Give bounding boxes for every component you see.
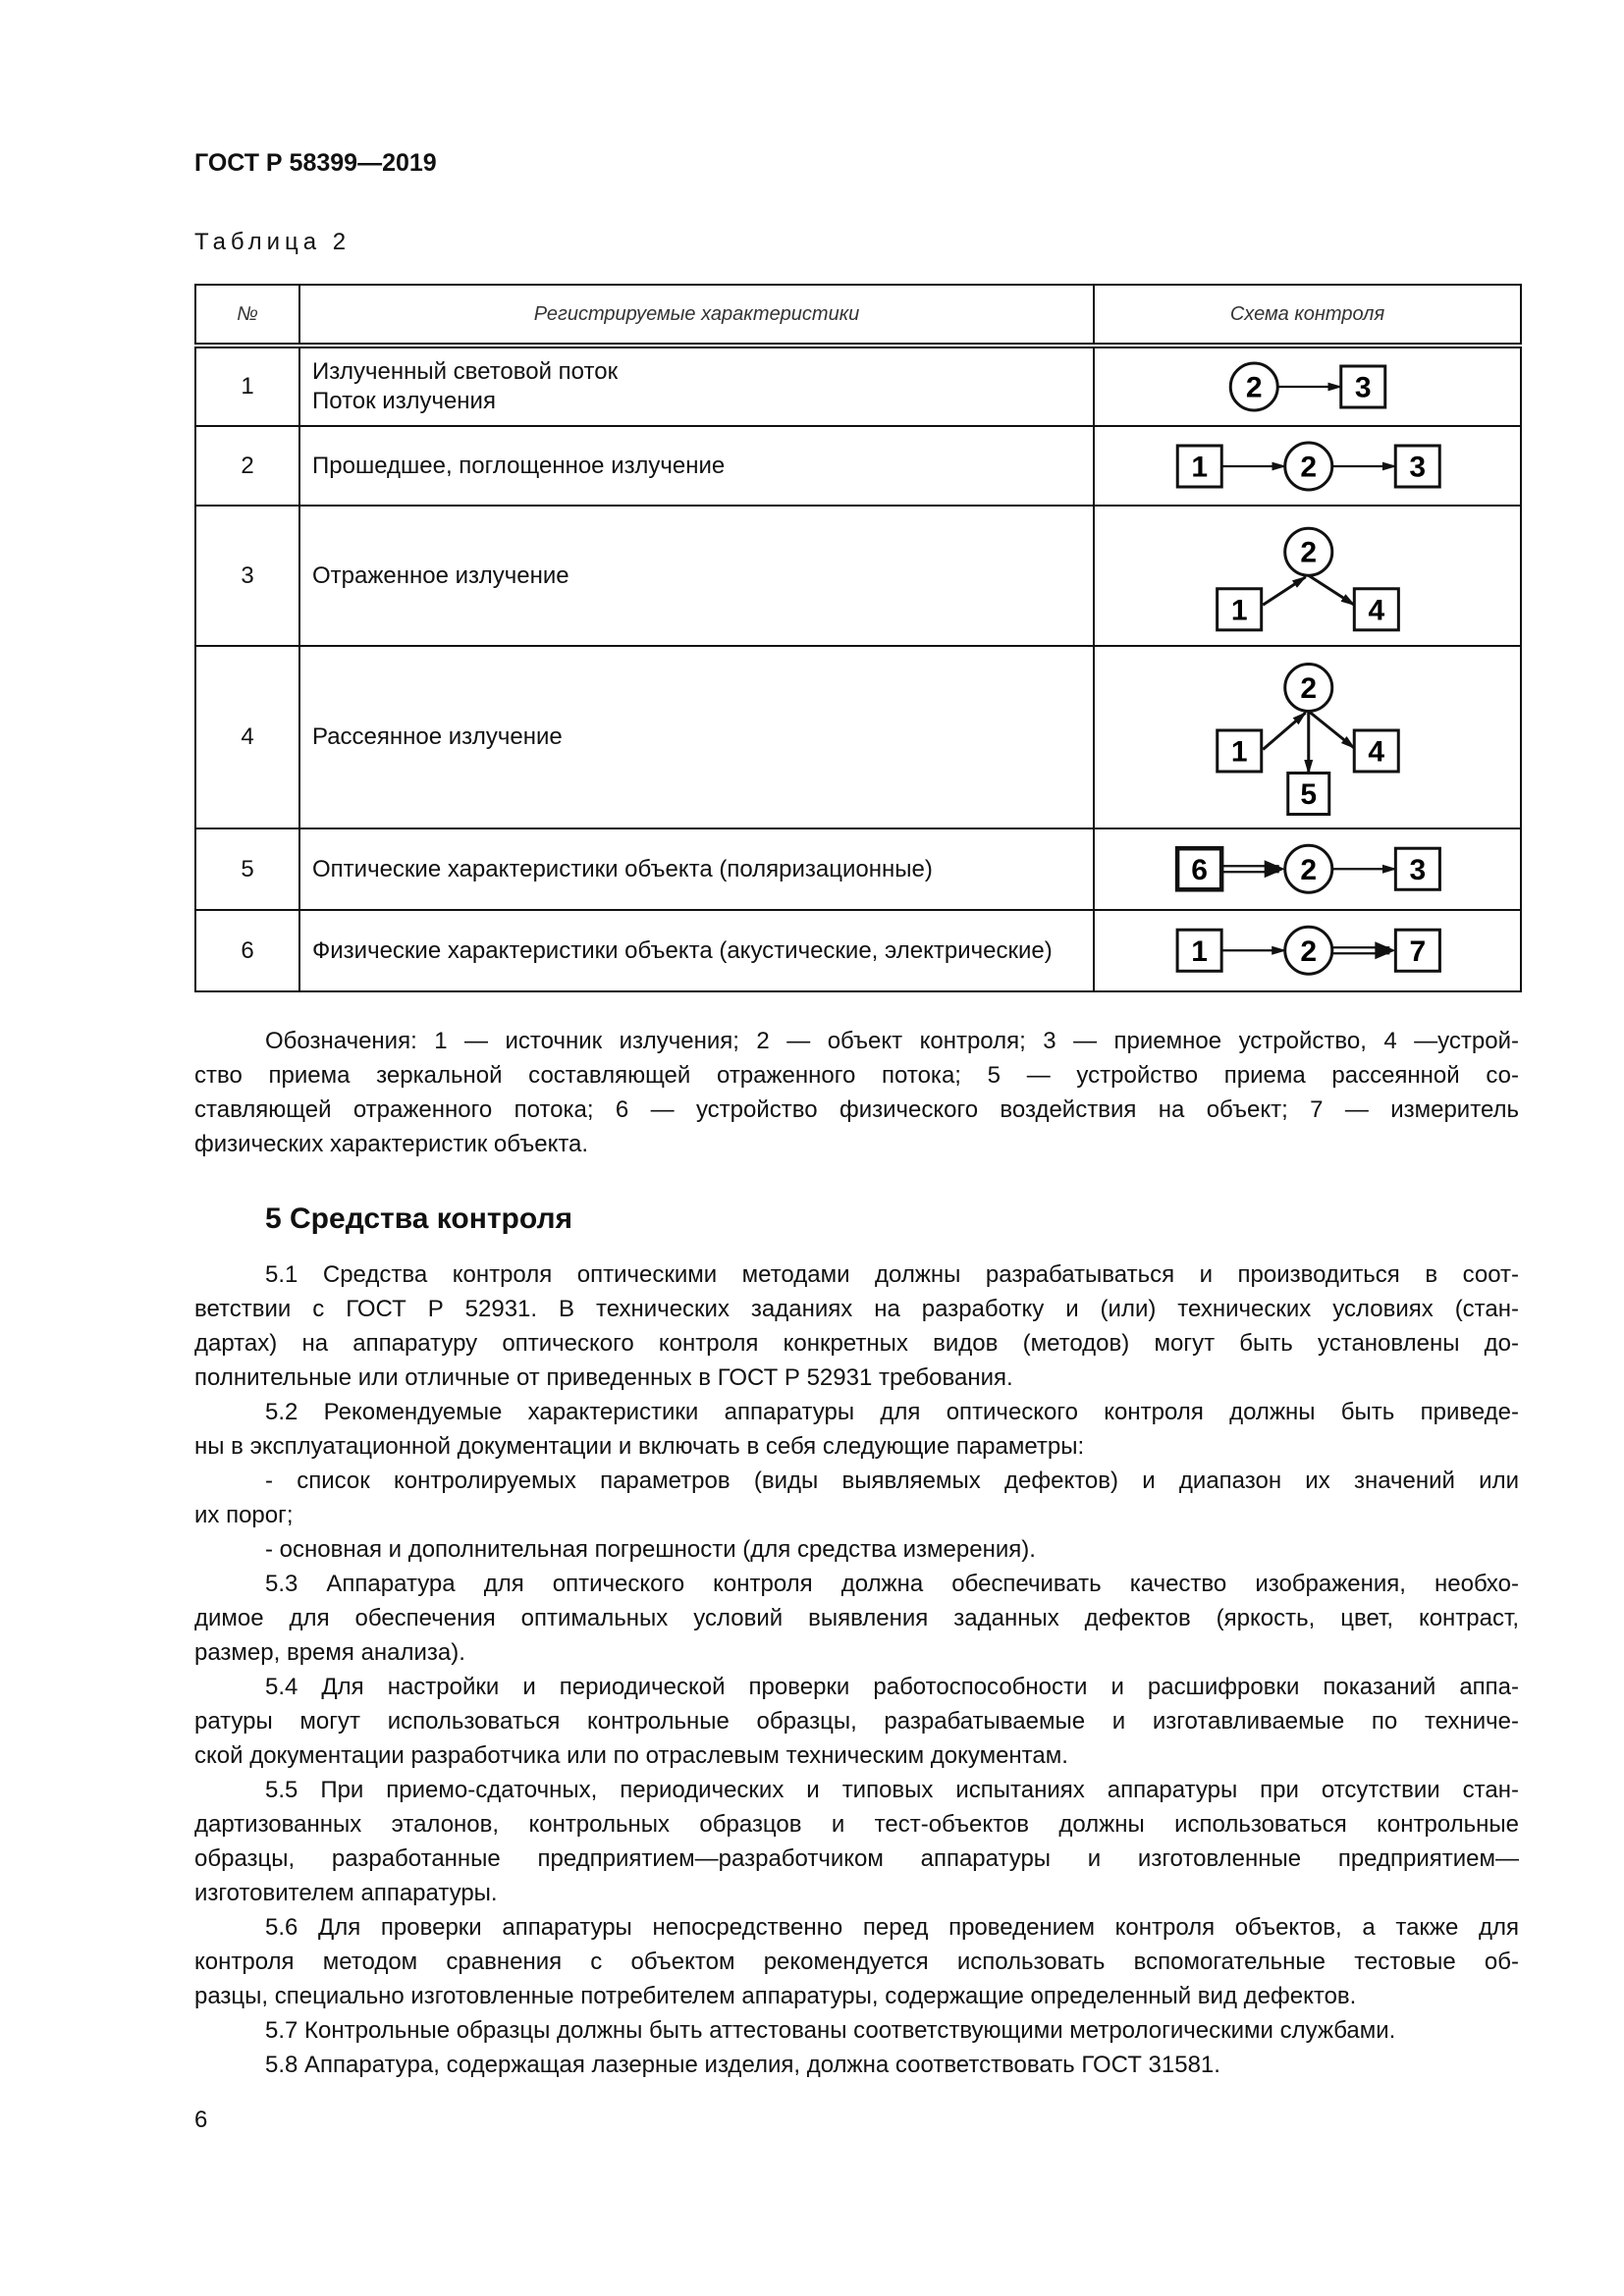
control-scheme: [1094, 828, 1521, 910]
section-heading: 5 Средства контроля: [265, 1202, 573, 1235]
node-label: 1: [1230, 593, 1248, 626]
paragraph-line: изготовителем аппаратуры.: [194, 1880, 498, 1906]
node-label: 1: [1230, 735, 1248, 768]
scheme-diagram: [1095, 912, 1521, 990]
description-line: Излученный световой поток: [312, 358, 619, 385]
node-label: 2: [1300, 536, 1318, 569]
legend-line: ство приема зеркальной составляющей отраженного потока; 5 — устройство приема рассеянной со-: [194, 1062, 1519, 1089]
row-description: Отраженное излучение: [299, 506, 1094, 646]
paragraph-line: 5.2 Рекомендуемые характеристики аппаратуры для оптического контроля должны быть приведе-: [265, 1399, 1519, 1425]
paragraph-line: 5.6 Для проверки аппаратуры непосредственно перед проведением контроля объектов, а также для: [265, 1914, 1519, 1941]
row-number: 1: [195, 346, 299, 426]
table-row: [195, 910, 1521, 991]
table-row: [195, 506, 1521, 646]
node-label: 1: [1191, 451, 1209, 483]
paragraph-line: полнительные или отличные от приведенных в ГОСТ Р 52931 требования.: [194, 1364, 1013, 1391]
column-header-characteristics: Регистрируемые характеристики: [299, 285, 1094, 346]
node-label: 3: [1354, 371, 1372, 404]
paragraph-line: дартизованных эталонов, контрольных образцов и тест-объектов должны использоваться контрольные: [194, 1811, 1519, 1838]
legend-line: физических характеристик объекта.: [194, 1131, 589, 1157]
scheme-diagram: [1095, 428, 1521, 505]
scheme-diagram: [1095, 507, 1521, 645]
scheme-diagram: [1095, 648, 1521, 828]
node-label: 1: [1191, 934, 1208, 968]
paragraph-line: их порог;: [194, 1502, 294, 1528]
node-label: 2: [1300, 934, 1318, 968]
row-description: Прошедшее, поглощенное излучение: [299, 426, 1094, 506]
document-header: ГОСТ Р 58399—2019: [194, 149, 437, 177]
paragraph-line: ратуры могут использоваться контрольные образцы, разрабатываемые и изготавливаемые по техниче-: [194, 1708, 1519, 1735]
row-description: Рассеянное излучение: [299, 646, 1094, 828]
column-header-scheme: Схема контроля: [1094, 285, 1521, 346]
legend-line: ставляющей отраженного потока; 6 — устройство физического воздействия на объект; 7 — измеритель: [194, 1096, 1519, 1123]
node-label: 4: [1368, 593, 1385, 626]
paragraph-line: 5.5 При приемо-сдаточных, периодических и типовых испытаниях аппаратуры при отсутствии стан-: [265, 1777, 1519, 1803]
node-label: 5: [1300, 777, 1318, 811]
table-row: [195, 828, 1521, 910]
legend-paragraph: [194, 1024, 1519, 1161]
paragraph-line: контроля методом сравнения с объектом рекомендуется использовать вспомогательные тестовые об-: [194, 1949, 1519, 1975]
paragraph-line: дартах) на аппаратуру оптического контроля конкретных видов (методов) могут быть установлены до-: [194, 1330, 1519, 1357]
row-number: 3: [195, 506, 299, 646]
row-number: 5: [195, 828, 299, 910]
paragraph-line: 5.3 Аппаратура для оптического контроля должна обеспечивать качество изображения, необхо-: [265, 1571, 1519, 1597]
column-header-number: №: [195, 285, 299, 346]
node-label: 2: [1300, 671, 1318, 705]
paragraph-line: - список контролируемых параметров (виды выявляемых дефектов) и диапазон их значений или: [265, 1468, 1519, 1494]
control-scheme: [1094, 910, 1521, 991]
row-description: [299, 346, 1094, 426]
characteristics-table: [194, 284, 1522, 992]
table-caption: Таблица 2: [194, 229, 352, 255]
paragraph-line: 5.4 Для настройки и периодической проверки работоспособности и расшифровки показаний аппа-: [265, 1674, 1519, 1700]
legend-line: Обозначения: 1 — источник излучения; 2 — объект контроля; 3 — приемное устройство, 4 —устрой-: [265, 1028, 1519, 1054]
row-number: 6: [195, 910, 299, 991]
paragraph-line: разцы, специально изготовленные потребителем аппаратуры, содержащие определенный вид дефектов.: [194, 1983, 1357, 2009]
node-label: 4: [1368, 735, 1385, 768]
paragraph-line: образцы, разработанные предприятием—разработчиком аппаратуры и изготовленные предприятием—: [194, 1845, 1519, 1872]
paragraph-line: ны в эксплуатационной документации и включать в себя следующие параметры:: [194, 1433, 1085, 1460]
row-number: 2: [195, 426, 299, 506]
node-label: 3: [1409, 451, 1427, 483]
scheme-diagram: [1095, 830, 1521, 909]
node-label: 2: [1300, 451, 1318, 483]
node-label: 7: [1409, 934, 1427, 968]
description-line: Поток излучения: [312, 388, 496, 414]
node-label: 2: [1300, 853, 1318, 886]
table-row: [195, 646, 1521, 828]
table-row: [195, 426, 1521, 506]
paragraph-line: 5.8 Аппаратура, содержащая лазерные изделия, должна соответствовать ГОСТ 31581.: [265, 2052, 1220, 2078]
paragraph-line: - основная и дополнительная погрешности (для средства измерения).: [265, 1536, 1036, 1563]
row-description: Оптические характеристики объекта (поляризационные): [299, 828, 1094, 910]
control-scheme: [1094, 646, 1521, 828]
control-scheme: [1094, 346, 1521, 426]
table-header-row: [195, 285, 1521, 346]
paragraph-line: 5.1 Средства контроля оптическими методами должны разрабатываться и производиться в соот-: [265, 1261, 1519, 1288]
paragraph-line: ветствии с ГОСТ Р 52931. В технических заданиях на разработку и (или) технических условиях (стан-: [194, 1296, 1519, 1322]
table-row: [195, 346, 1521, 426]
row-number: 4: [195, 646, 299, 828]
node-label: 2: [1245, 371, 1263, 404]
control-scheme: [1094, 426, 1521, 506]
control-scheme: [1094, 506, 1521, 646]
page-number: 6: [194, 2107, 208, 2133]
node-label: 3: [1409, 853, 1427, 886]
scheme-diagram: [1095, 348, 1521, 425]
paragraph-line: ской документации разработчика или по отраслевым техническим документам.: [194, 1742, 1068, 1769]
paragraph-line: димое для обеспечения оптимальных условий выявления заданных дефектов (яркость, цвет, контраст,: [194, 1605, 1519, 1631]
row-description: Физические характеристики объекта (акустические, электрические): [299, 910, 1094, 991]
paragraph-line: размер, время анализа).: [194, 1639, 465, 1666]
paragraph-line: 5.7 Контрольные образцы должны быть аттестованы соответствующими метрологическими службами.: [265, 2017, 1396, 2044]
section-body: [194, 1257, 1519, 2082]
node-label: 6: [1191, 853, 1208, 886]
